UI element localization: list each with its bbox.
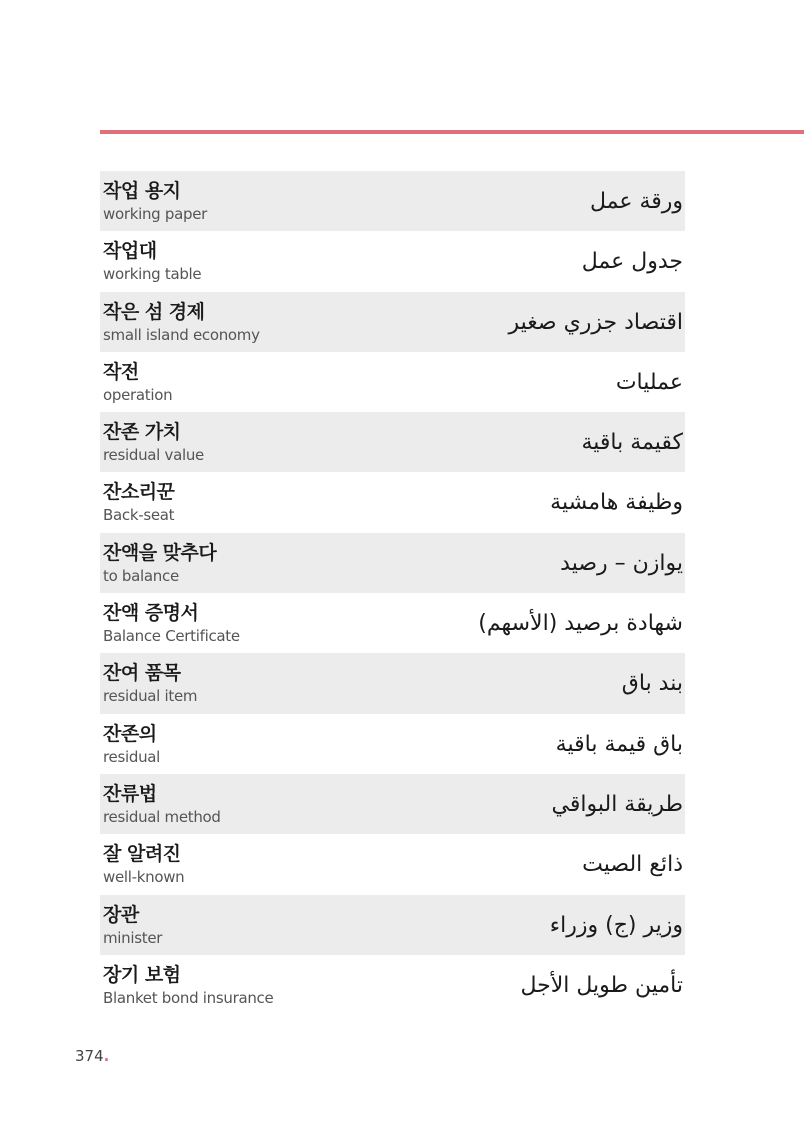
glossary-entry <box>100 774 685 834</box>
glossary-entry <box>100 472 685 532</box>
glossary-entry <box>100 714 685 774</box>
english-term: well-known <box>103 868 185 887</box>
korean-term: 잔류법 <box>103 782 157 805</box>
arabic-term: عمليات <box>615 369 683 395</box>
english-term: Blanket bond insurance <box>103 988 274 1007</box>
arabic-term: بند باق <box>621 671 683 697</box>
english-term: operation <box>103 385 173 404</box>
english-term: Balance Certificate <box>103 627 240 646</box>
arabic-term: باق قيمة باقية <box>555 731 683 757</box>
arabic-term: ورقة عمل <box>589 189 683 214</box>
glossary-table <box>100 171 685 1015</box>
arabic-term: تأمين طويل الأجل <box>520 972 683 998</box>
korean-term: 작은 섬 경제 <box>103 300 205 323</box>
page-number-dot: . <box>103 1047 110 1065</box>
korean-term: 장기 보험 <box>103 963 181 986</box>
arabic-term: ذائع الصيت <box>582 852 683 878</box>
korean-term: 작업 용지 <box>103 180 181 202</box>
korean-term: 장관 <box>103 903 139 926</box>
glossary-entry <box>100 171 685 231</box>
arabic-term: وظيفة هامشية <box>550 490 683 516</box>
korean-term: 작전 <box>103 360 139 383</box>
arabic-term: وزير (ج) وزراء <box>549 912 683 938</box>
english-term: small island economy <box>103 325 260 344</box>
arabic-term: طريقة البواقي <box>551 791 683 817</box>
korean-term: 잘 알려진 <box>103 843 181 866</box>
page-number <box>75 1047 109 1065</box>
korean-term: 잔소리꾼 <box>103 481 175 504</box>
korean-term: 잔액 증명서 <box>103 602 199 625</box>
english-term: residual method <box>103 807 221 826</box>
english-term: to balance <box>103 566 179 585</box>
korean-term: 잔존 가치 <box>103 421 181 444</box>
arabic-term: يوازن – رصيد <box>560 550 683 576</box>
arabic-term: شهادة برصيد (الأسهم) <box>478 611 683 637</box>
glossary-entry <box>100 533 685 593</box>
glossary-entry <box>100 292 685 352</box>
english-term: working paper <box>103 205 207 223</box>
page-number-text: 374 <box>75 1047 104 1065</box>
korean-term: 잔존의 <box>103 722 157 745</box>
korean-term: 작업대 <box>103 240 157 263</box>
glossary-entry <box>100 231 685 291</box>
english-term: residual value <box>103 446 204 465</box>
english-term: minister <box>103 928 163 947</box>
arabic-term: اقتصاد جزري صغير <box>508 309 683 335</box>
glossary-entry <box>100 412 685 472</box>
glossary-entry <box>100 834 685 894</box>
glossary-entry <box>100 653 685 713</box>
glossary-entry <box>100 352 685 412</box>
korean-term: 잔액을 맞추다 <box>103 541 217 564</box>
arabic-term: كقيمة باقية <box>581 430 683 456</box>
glossary-entry <box>100 593 685 653</box>
english-term: Back-seat <box>103 506 175 525</box>
korean-term: 잔여 품목 <box>103 662 181 685</box>
glossary-entry <box>100 955 685 1015</box>
arabic-term: جدول عمل <box>581 249 683 275</box>
english-term: residual item <box>103 687 198 706</box>
top-accent-rule <box>100 130 804 134</box>
english-term: residual <box>103 747 161 766</box>
english-term: working table <box>103 265 202 284</box>
glossary-entry <box>100 895 685 955</box>
